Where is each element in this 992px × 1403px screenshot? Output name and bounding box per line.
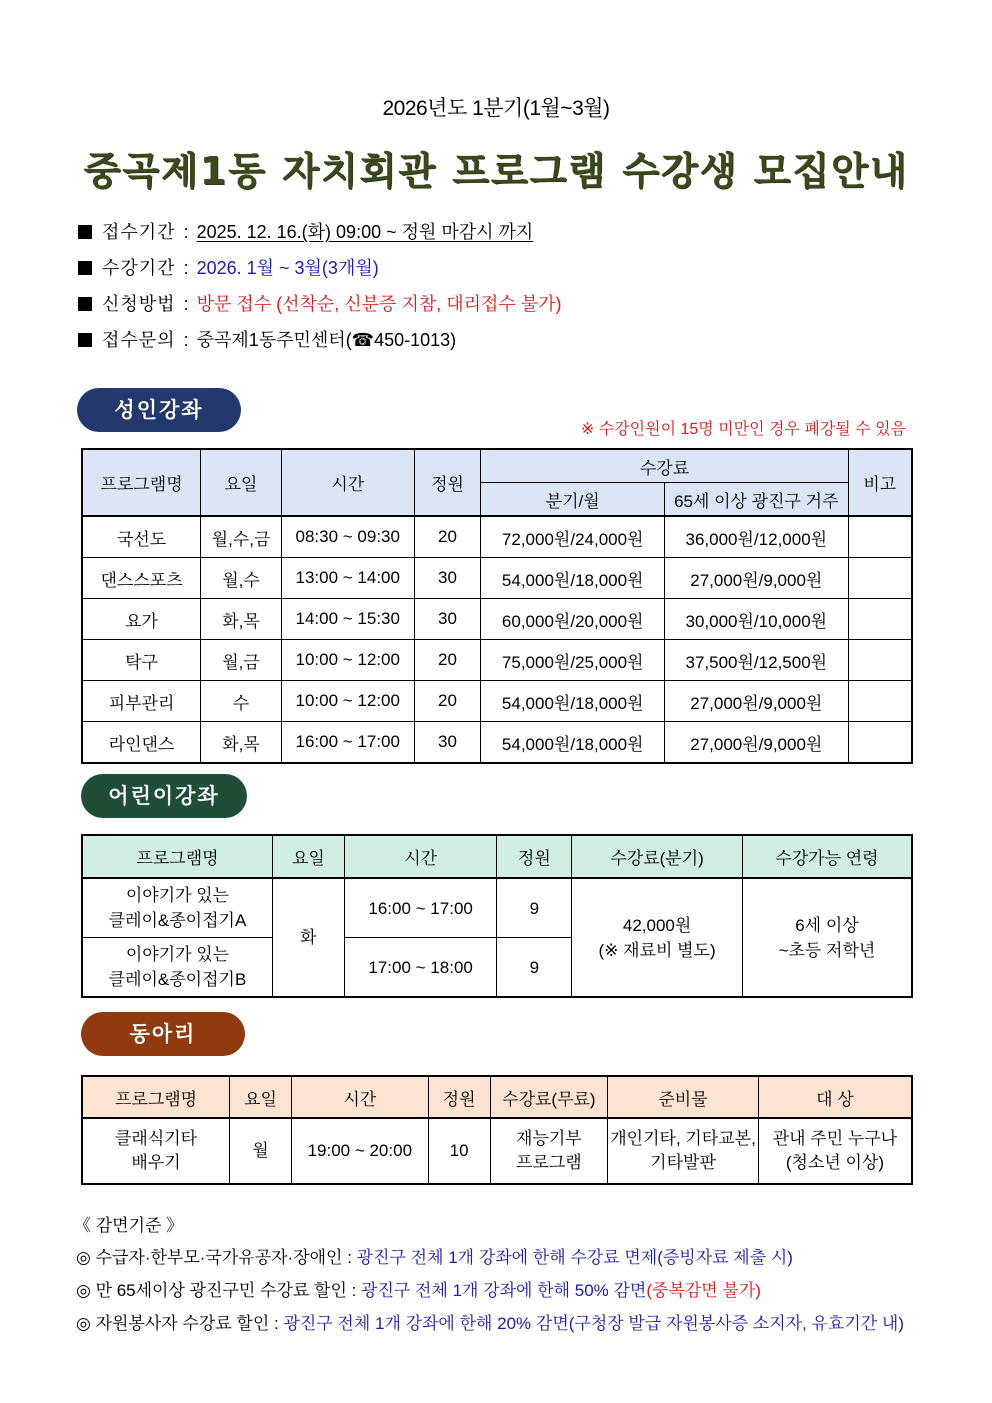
col-age: 수강가능 연령 [742,835,912,878]
discount-item: ◎ 수급자·한부모·국가유공자·장애인 : 광진구 전체 1개 강좌에 한해 수강료 면제(증빙자료 제출 시) [76,1248,793,1267]
info-value: 중곡제1동주민센터(☎450-1013) [196,330,457,350]
info-reception-period: 접수기간 : 2025. 12. 16.(화) 09:00 ~ 정원 마감시 까지 [78,218,533,244]
col-day: 요일 [201,449,282,516]
double-circle-bullet-icon: ◎ [76,1248,91,1267]
info-value: 방문 접수 (선착순, 신분증 지참, 대리접수 불가) [196,294,562,314]
discount-heading: 《 감면기준 》 [74,1216,184,1235]
adult-program-table [81,448,913,764]
double-circle-bullet-icon: ◎ [76,1281,91,1300]
info-contact: 접수문의 : 중곡제1동주민센터(☎450-1013) [78,326,456,352]
col-capacity: 정원 [497,835,572,878]
table-row: 댄스스포츠 월,수 13:00 ~ 14:00 30 54,000원/18,000원 27,000원/9,000원 [82,558,912,599]
document-title: 중곡제1동 자치회관 프로그램 수강생 모집안내 [83,149,909,193]
table-row: 국선도 월,수,금 08:30 ~ 09:30 20 72,000원/24,000원 36,000원/12,000원 [82,516,912,558]
square-bullet-icon [78,261,92,275]
col-capacity: 정원 [414,449,481,516]
col-fee: 수강료(무료) [490,1076,608,1118]
children-section-badge: 어린이강좌 [81,774,247,818]
table-row: 탁구 월,금 10:00 ~ 12:00 20 75,000원/25,000원 37,500원/12,500원 [82,640,912,681]
info-course-period: 수강기간 : 2026. 1월 ~ 3월(3개월) [78,254,379,280]
square-bullet-icon [78,297,92,311]
double-circle-bullet-icon: ◎ [76,1314,91,1333]
children-program-table [81,834,913,998]
club-section-badge: 동아리 [81,1012,245,1056]
col-program: 프로그램명 [82,1076,230,1118]
adult-section-badge: 성인강좌 [77,388,241,432]
table-row: 클래식기타 배우기 월 19:00 ~ 20:00 10 재능기부 프로그램 개인기타, 기타교본, 기타발판 관내 주민 누구나 (청소년 이상) [82,1118,912,1184]
col-time: 시간 [281,449,414,516]
discount-item: ◎ 자원봉사자 수강료 할인 : 광진구 전체 1개 강좌에 한해 20% 감면(구청장 발급 자원봉사증 소지자, 유효기간 내) [76,1314,904,1333]
square-bullet-icon [78,225,92,239]
cancellation-note: ※ 수강인원이 15명 미만인 경우 폐강될 수 있음 [580,421,906,438]
document-subtitle: 2026년도 1분기(1월~3월) [382,97,610,120]
col-fee-senior: 65세 이상 광진구 거주 [665,483,849,517]
discount-item: ◎ 만 65세이상 광진구민 수강료 할인 : 광진구 전체 1개 강좌에 한해 50% 감면(중복감면 불가) [76,1281,761,1300]
info-apply-method: 신청방법 : 방문 접수 (선착순, 신분증 지참, 대리접수 불가) [78,290,562,316]
col-day: 요일 [272,835,344,878]
info-value: 2026. 1월 ~ 3월(3개월) [196,258,379,278]
col-fee: 수강료(분기) [572,835,743,878]
col-fee: 수강료 [481,449,848,483]
col-time: 시간 [291,1076,428,1118]
col-day: 요일 [230,1076,292,1118]
col-time: 시간 [344,835,497,878]
table-row: 피부관리 수 10:00 ~ 12:00 20 54,000원/18,000원 27,000원/9,000원 [82,681,912,722]
table-row: 요가 화,목 14:00 ~ 15:30 30 60,000원/20,000원 30,000원/10,000원 [82,599,912,640]
info-value: 2025. 12. 16.(화) 09:00 ~ 정원 마감시 까지 [196,222,534,242]
col-target: 대 상 [758,1076,912,1118]
table-row: 이야기가 있는 클레이&종이접기A 화 16:00 ~ 17:00 9 42,000원 (※ 재료비 별도) 6세 이상 ~초등 저학년 [82,878,912,938]
square-bullet-icon [78,333,92,347]
col-materials: 준비물 [608,1076,759,1118]
col-fee-quarter: 분기/월 [481,483,665,517]
table-row: 이야기가 있는 클레이&종이접기B 17:00 ~ 18:00 9 [82,938,912,998]
col-remark: 비고 [848,449,912,516]
col-program: 프로그램명 [82,449,201,516]
col-capacity: 정원 [428,1076,490,1118]
col-program: 프로그램명 [82,835,272,878]
table-row: 라인댄스 화,목 16:00 ~ 17:00 30 54,000원/18,000원 27,000원/9,000원 [82,722,912,764]
club-program-table [81,1075,913,1185]
